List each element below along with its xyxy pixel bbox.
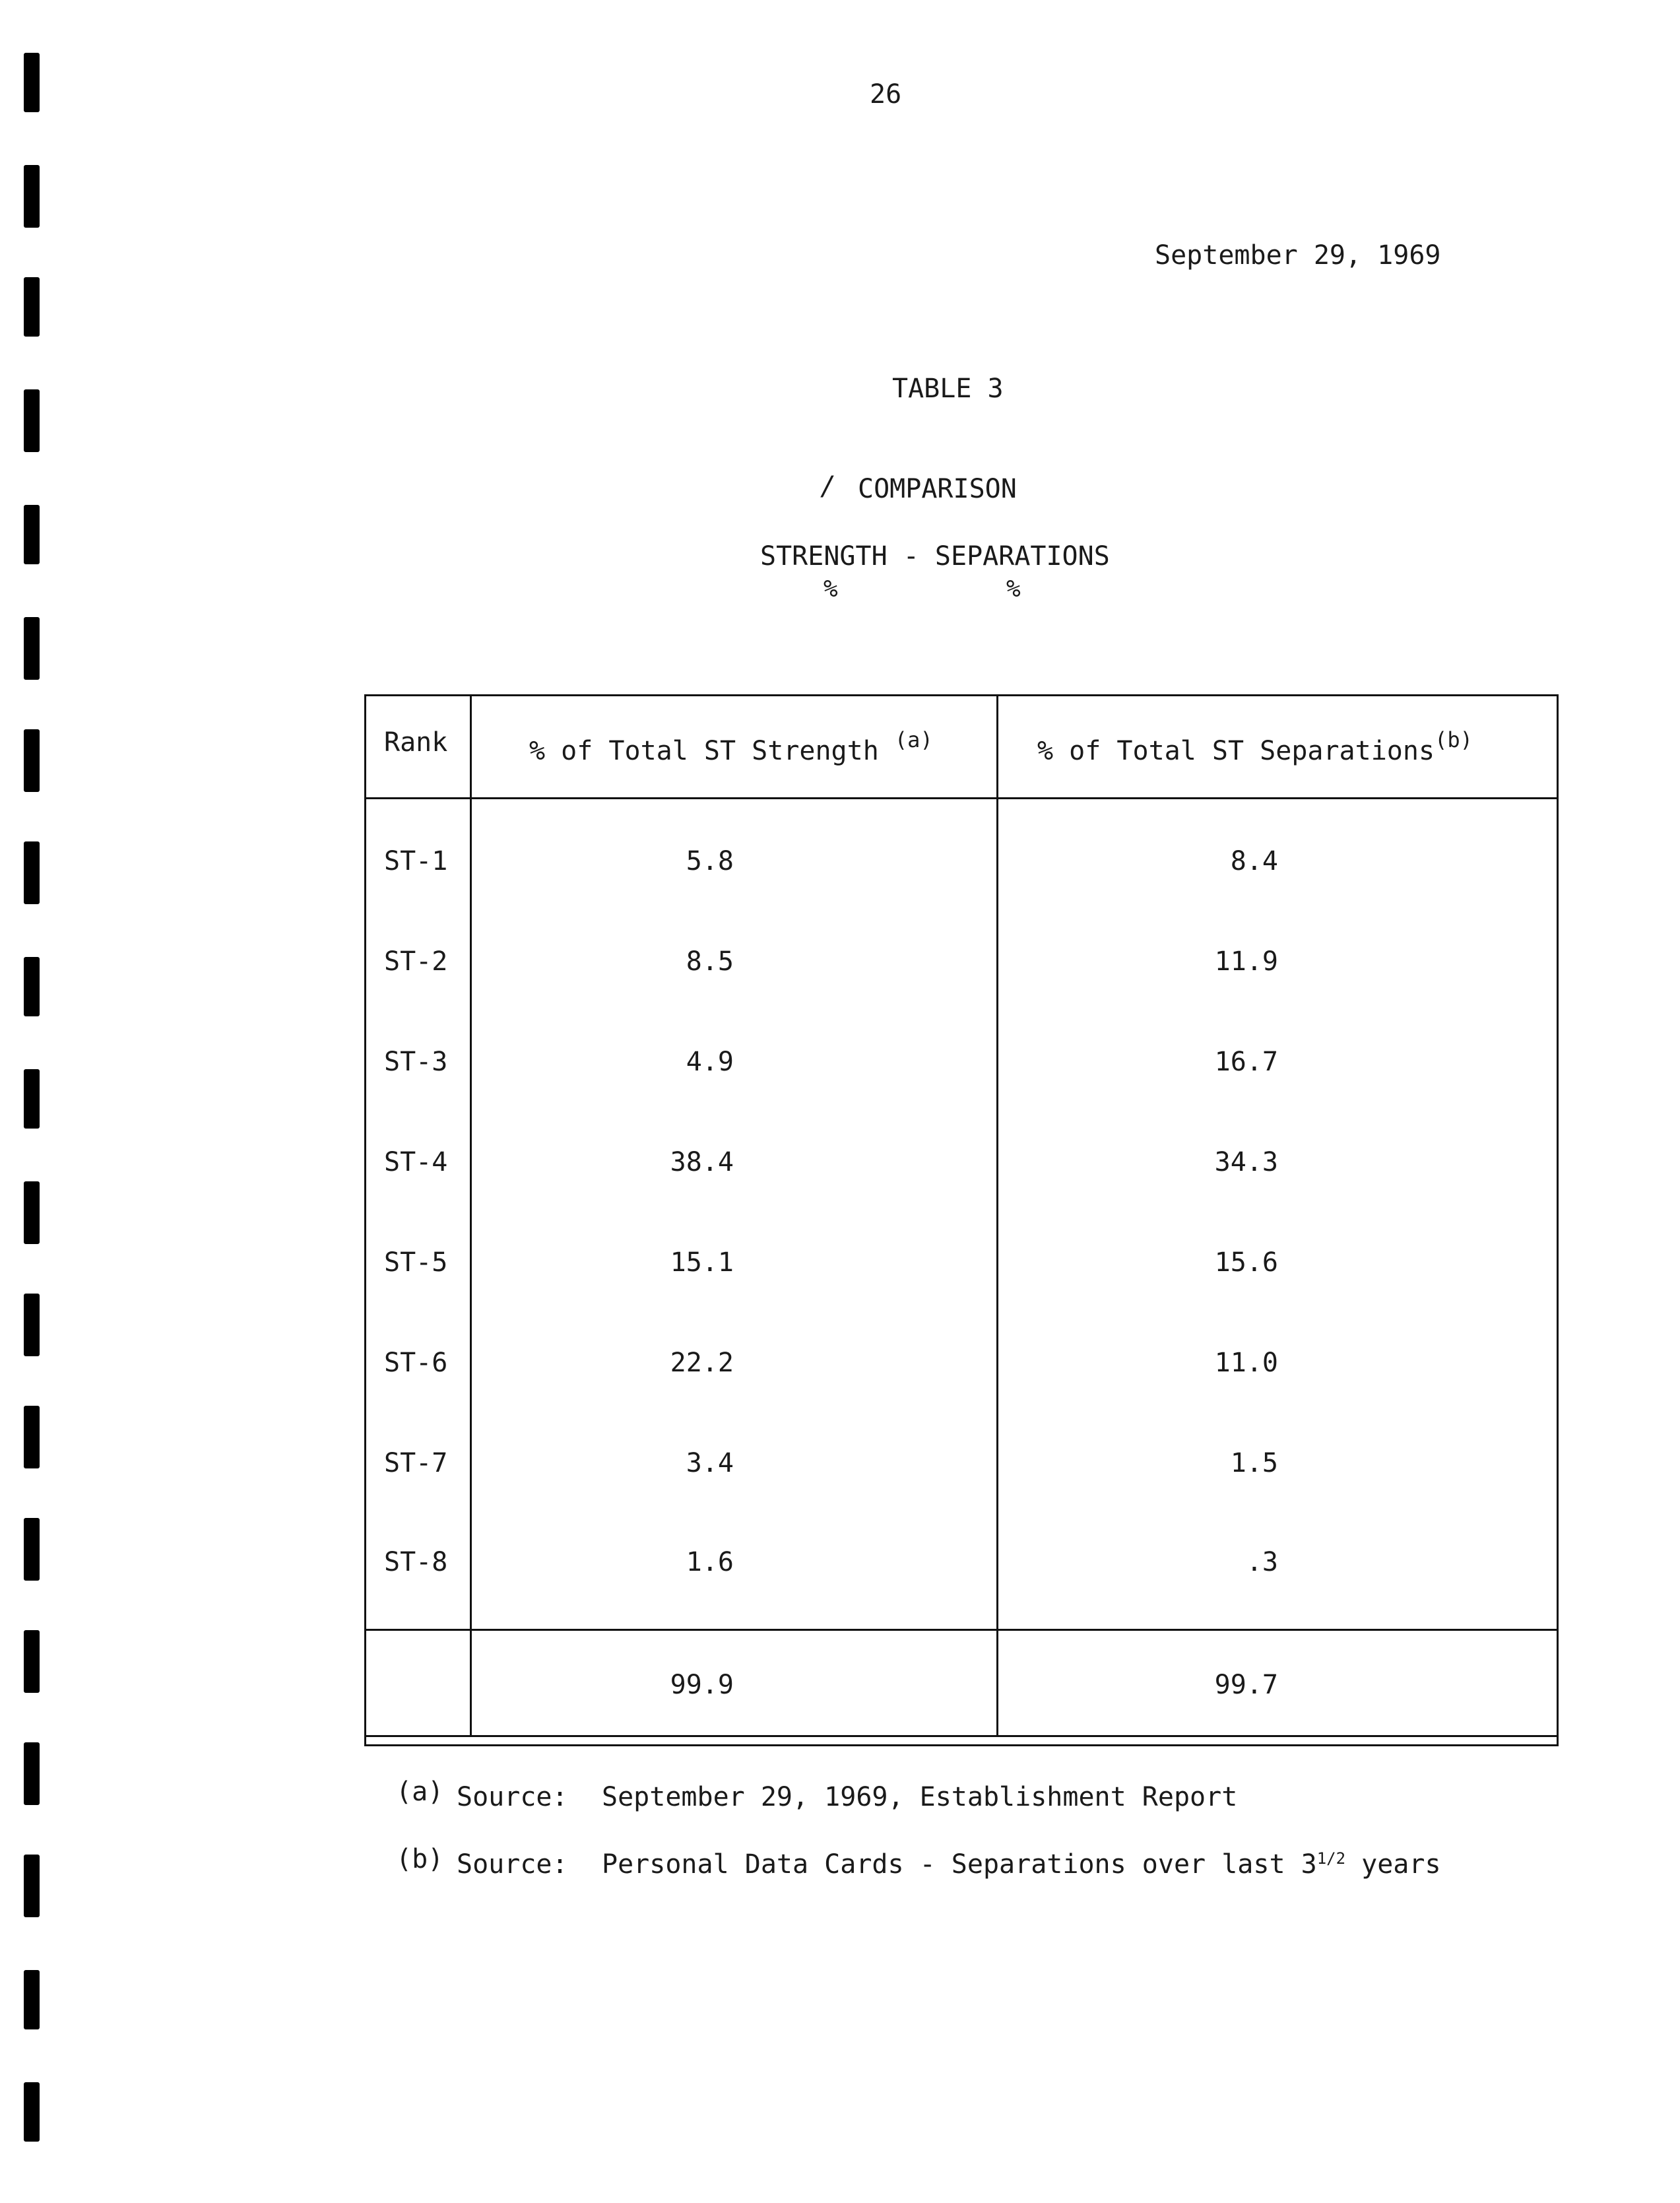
row-rank: ST-5 bbox=[384, 1247, 448, 1278]
header-rank: Rank bbox=[384, 727, 448, 758]
total-separations: 99.7 bbox=[1214, 1670, 1278, 1700]
footnote-text: September 29, 1969, Establishment Report bbox=[602, 1782, 1238, 1812]
footnote-text-b bbox=[602, 1849, 1441, 1880]
binder-mark bbox=[24, 1406, 40, 1468]
binder-mark bbox=[24, 165, 40, 228]
header-strength-note: (a) bbox=[894, 727, 933, 752]
binder-mark bbox=[24, 1742, 40, 1805]
total-strength: 99.9 bbox=[670, 1670, 734, 1700]
row-rank: ST-4 bbox=[384, 1147, 448, 1177]
table-border-top bbox=[364, 694, 1559, 696]
binder-mark bbox=[24, 1069, 40, 1129]
header-divider bbox=[364, 797, 1559, 799]
row-rank: ST-6 bbox=[384, 1348, 448, 1378]
binder-mark bbox=[24, 2082, 40, 2142]
header-strength bbox=[529, 727, 933, 766]
row-strength: 1.6 bbox=[686, 1547, 734, 1577]
footnote-text: Personal Data Cards - Separations over last 3 bbox=[602, 1849, 1317, 1880]
comparison-table bbox=[364, 694, 1559, 1746]
binder-mark bbox=[24, 277, 40, 337]
footnote-marker: (b) bbox=[396, 1844, 444, 1874]
header-strength-label: % of Total ST Strength bbox=[529, 736, 879, 767]
column-divider-2 bbox=[996, 694, 998, 1737]
footnote-suffix: years bbox=[1345, 1849, 1441, 1880]
binder-mark bbox=[24, 1970, 40, 2029]
row-rank: ST-1 bbox=[384, 846, 448, 876]
handwritten-tick-mark: / bbox=[820, 471, 837, 502]
row-strength: 22.2 bbox=[670, 1348, 734, 1378]
row-strength: 15.1 bbox=[670, 1247, 734, 1278]
binder-mark bbox=[24, 957, 40, 1016]
binder-mark bbox=[24, 617, 40, 680]
row-strength: 38.4 bbox=[670, 1147, 734, 1177]
row-separations: 15.6 bbox=[1214, 1247, 1278, 1278]
binder-hole-marks bbox=[24, 0, 44, 2203]
row-separations: 8.4 bbox=[1230, 846, 1278, 876]
binder-mark bbox=[24, 53, 40, 112]
totals-divider bbox=[364, 1629, 1559, 1631]
footnote-label: Source: bbox=[457, 1782, 568, 1812]
binder-mark bbox=[24, 1181, 40, 1244]
binder-mark bbox=[24, 389, 40, 452]
row-rank: ST-2 bbox=[384, 946, 448, 977]
row-separations: 11.9 bbox=[1214, 946, 1278, 977]
row-separations: 34.3 bbox=[1214, 1147, 1278, 1177]
footnote-marker: (a) bbox=[396, 1777, 444, 1807]
row-rank: ST-7 bbox=[384, 1448, 448, 1478]
row-separations: 16.7 bbox=[1214, 1047, 1278, 1077]
binder-mark bbox=[24, 1630, 40, 1693]
table-border-bottom bbox=[364, 1735, 1559, 1737]
binder-mark bbox=[24, 1855, 40, 1917]
percent-mark: % bbox=[1006, 575, 1021, 603]
header-separations-label: % of Total ST Separations bbox=[1037, 736, 1435, 767]
table-title: TABLE 3 bbox=[892, 374, 1004, 404]
row-strength: 4.9 bbox=[686, 1047, 734, 1077]
document-date: September 29, 1969 bbox=[1155, 240, 1441, 271]
table-border-right bbox=[1557, 694, 1559, 1746]
footnote-fraction: 1/2 bbox=[1316, 1849, 1346, 1868]
binder-mark bbox=[24, 1518, 40, 1581]
row-separations: 1.5 bbox=[1230, 1448, 1278, 1478]
percent-mark: % bbox=[824, 575, 838, 603]
row-separations: 11.0 bbox=[1214, 1348, 1278, 1378]
page-number: 26 bbox=[870, 79, 902, 110]
table-border-bottom-double bbox=[364, 1744, 1559, 1746]
table-subheading: STRENGTH - SEPARATIONS bbox=[760, 541, 1110, 572]
row-rank: ST-3 bbox=[384, 1047, 448, 1077]
binder-mark bbox=[24, 1294, 40, 1356]
footnote-label: Source: bbox=[457, 1849, 568, 1880]
column-divider-1 bbox=[470, 694, 472, 1737]
row-strength: 8.5 bbox=[686, 946, 734, 977]
binder-mark bbox=[24, 505, 40, 564]
row-strength: 3.4 bbox=[686, 1448, 734, 1478]
binder-mark bbox=[24, 841, 40, 904]
header-separations bbox=[1037, 727, 1473, 766]
table-border-left bbox=[364, 694, 366, 1746]
binder-mark bbox=[24, 729, 40, 792]
table-heading: COMPARISON bbox=[858, 474, 1017, 504]
row-separations: .3 bbox=[1246, 1547, 1278, 1577]
row-rank: ST-8 bbox=[384, 1547, 448, 1577]
row-strength: 5.8 bbox=[686, 846, 734, 876]
header-separations-note: (b) bbox=[1435, 727, 1473, 752]
